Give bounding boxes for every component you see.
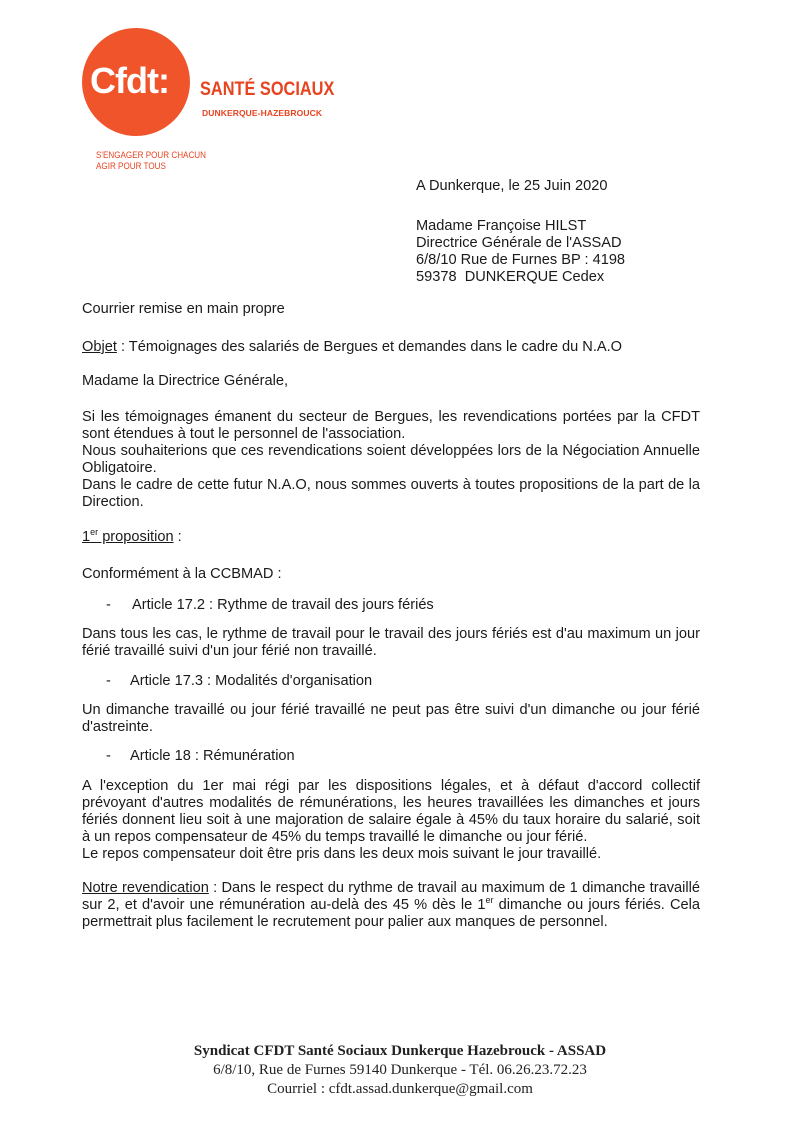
claim-text-a: : Dans le respect du rythme de travail au maximum de 1 dimanche travaillé sur 2, et d'avoir une rémunération au-delà des 45 % dès le 1 <box>82 880 700 913</box>
footer-org-name: Syndicat CFDT Santé Sociaux Dunkerque Hazebrouck - ASSAD <box>193 1043 607 1059</box>
footer-email: Courriel : cfdt.assad.dunkerque@gmail.com <box>267 1081 533 1097</box>
proposal-heading <box>82 529 182 546</box>
slogan-line-1: S'ENGAGER POUR CHACUN <box>96 150 207 160</box>
proposal-ordinal: er <box>90 527 99 538</box>
article-17-2-title: Article 17.2 : Rythme de travail des jours fériés <box>132 597 434 613</box>
intro-p3: Dans le cadre de cette futur N.A.O, nous sommes ouverts à toutes propositions de la part de la Direction. <box>82 477 700 510</box>
list-dash: - <box>106 673 111 689</box>
claim-ordinal: er <box>485 895 494 906</box>
conformity-line: Conformément à la CCBMAD : <box>82 566 282 582</box>
article-17-3-body: Un dimanche travaillé ou jour férié travaillé ne peut pas être suivi d'un dimanche ou jour férié d'astreinte. <box>82 702 700 735</box>
list-dash: - <box>106 597 111 613</box>
article-18-title: Article 18 : Rémunération <box>130 748 295 764</box>
date-line: A Dunkerque, le 25 Juin 2020 <box>416 178 608 194</box>
intro-p2: Nous souhaiterions que ces revendications soient développées lors de la Négociation Annuelle Obligatoire. <box>82 443 700 476</box>
salutation: Madame la Directrice Générale, <box>82 373 289 389</box>
article-17-3-title-row <box>106 673 372 690</box>
recipient-block <box>416 218 625 286</box>
article-18-title-row <box>106 748 295 765</box>
article-18-body-p2: Le repos compensateur doit être pris dans les deux mois suivant le jour travaillé. <box>82 846 602 862</box>
subject-line <box>82 339 622 356</box>
footer-address: 6/8/10, Rue de Furnes 59140 Dunkerque - Tél. 06.26.23.72.23 <box>213 1062 587 1078</box>
letterhead-title: SANTÉ SOCIAUX <box>200 79 335 100</box>
recipient-title: Directrice Générale de l'ASSAD <box>416 235 622 251</box>
letterhead-slogan <box>96 150 218 172</box>
article-17-2-body: Dans tous les cas, le rythme de travail pour le travail des jours fériés est d'au maximum un jour férié travaillé suivi d'un jour férié non travaillé. <box>82 626 700 659</box>
article-18-body-p1: A l'exception du 1er mai régi par les dispositions légales, et à défaut d'accord collectif prévoyant d'autres modalités de rémunérations, les heures travaillées les dimanches et jours fériés donnent lieu soit à une majoration de salaire égale à 45% du taux horaire du salarié, soit à un repos compensateur de 45% du temps travaillé le dimanche ou jour férié. <box>82 778 700 845</box>
cfdt-logo-text: Cfdt: <box>90 60 169 101</box>
article-17-3-title: Article 17.3 : Modalités d'organisation <box>130 673 373 689</box>
proposal-colon: : <box>173 529 182 545</box>
claim-text-b: dimanche ou jours fériés. Cela permettrait plus facilement le recrutement pour palier aux manques de personnel. <box>82 897 701 930</box>
intro-paragraph <box>82 409 700 511</box>
article-18-body <box>82 778 700 863</box>
article-17-2-title-row <box>106 597 434 614</box>
recipient-city: 59378 DUNKERQUE Cedex <box>416 269 605 285</box>
claim-paragraph <box>82 880 700 931</box>
claim-label: Notre revendication <box>82 880 209 896</box>
letterhead-subtitle: DUNKERQUE-HAZEBROUCK <box>202 108 323 118</box>
proposal-word: proposition <box>98 529 174 545</box>
intro-p1: Si les témoignages émanent du secteur de Bergues, les revendications portées par la CFDT sont étendues à tout le personnel de l'association. <box>82 409 700 442</box>
subject-label: Objet <box>82 339 117 355</box>
recipient-name: Madame Françoise HILST <box>416 218 587 234</box>
proposal-number: 1 <box>82 529 91 545</box>
list-dash: - <box>106 748 111 764</box>
slogan-line-2: AGIR POUR TOUS <box>96 161 166 171</box>
delivery-note: Courrier remise en main propre <box>82 301 285 317</box>
proposal-label <box>82 529 174 545</box>
subject-text: : Témoignages des salariés de Bergues et demandes dans le cadre du N.A.O <box>116 339 623 355</box>
recipient-address: 6/8/10 Rue de Furnes BP : 4198 <box>416 252 626 268</box>
